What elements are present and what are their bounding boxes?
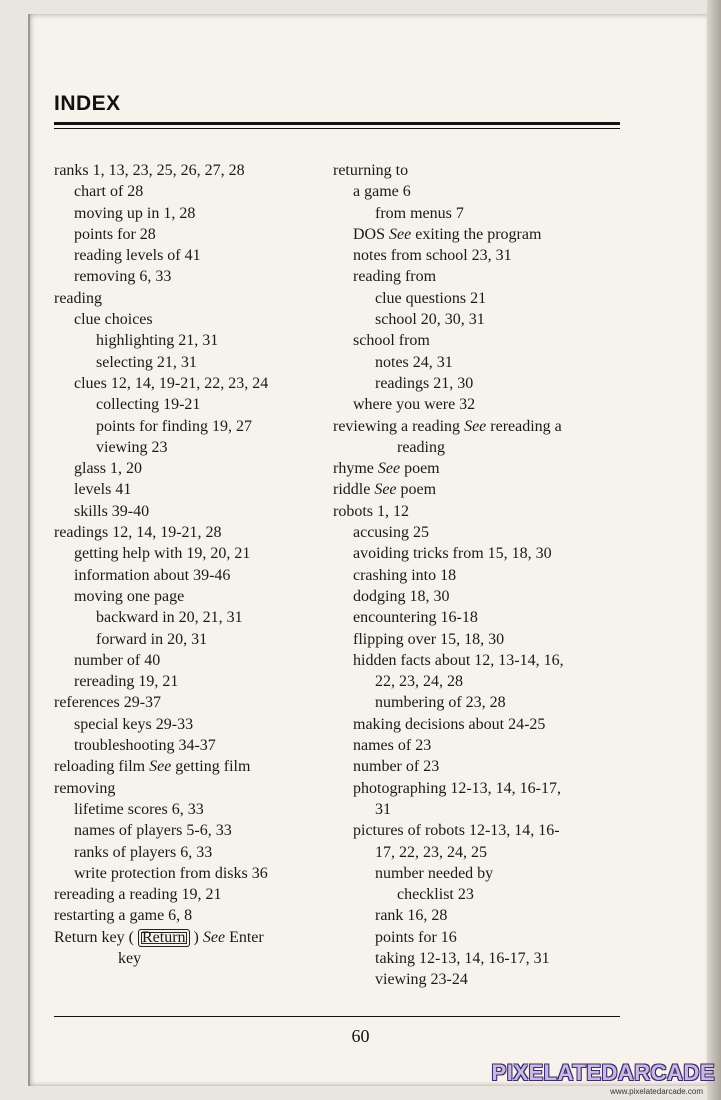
- entry-text: pictures of robots 12-13, 14, 16-: [353, 822, 560, 840]
- index-entry: [54, 714, 344, 735]
- index-column-left: [54, 160, 344, 969]
- entry-text: flipping over 15, 18, 30: [353, 630, 505, 648]
- entry-text: chart of 28: [74, 183, 144, 201]
- index-entry: [333, 309, 633, 330]
- index-entry: [333, 266, 633, 287]
- index-entry: [333, 394, 633, 415]
- entry-text: where you were 32: [353, 396, 476, 414]
- see-reference: See: [202, 928, 226, 946]
- index-entry: [54, 863, 344, 884]
- index-entry: [54, 799, 344, 820]
- entry-text: Enter: [225, 928, 264, 946]
- index-entry: [333, 905, 633, 926]
- index-entry: [333, 778, 633, 799]
- entry-text: points for 28: [74, 225, 156, 243]
- entry-text: crashing into 18: [353, 566, 457, 584]
- return-key-glyph: Return: [138, 929, 190, 947]
- index-entry: [333, 160, 633, 181]
- index-entry: [333, 522, 633, 543]
- see-reference: See: [377, 460, 401, 478]
- index-entry: [54, 927, 344, 948]
- entry-text: highlighting 21, 31: [96, 332, 219, 350]
- entry-text: special keys 29-33: [74, 715, 194, 733]
- entry-text: readings 12, 14, 19-21, 28: [54, 524, 222, 542]
- entry-text: backward in 20, 21, 31: [96, 609, 243, 627]
- entry-text: number of 40: [74, 651, 161, 669]
- entry-text: rereading 19, 21: [74, 673, 179, 691]
- watermark-url: www.pixelatedarcade.com: [610, 1087, 703, 1096]
- index-entry: [333, 884, 633, 905]
- entry-text: reading levels of 41: [74, 247, 201, 265]
- index-entry: [333, 692, 633, 713]
- entry-text: exiting the program: [411, 225, 542, 243]
- entry-text: names of 23: [353, 737, 432, 755]
- index-entry: [54, 671, 344, 692]
- entry-text: a game 6: [353, 183, 411, 201]
- entry-text: information about 39-46: [74, 566, 231, 584]
- entry-text: clue choices: [74, 311, 153, 329]
- entry-text: reloading film: [54, 758, 150, 776]
- entry-text: references 29-37: [54, 694, 162, 712]
- index-entry: [333, 543, 633, 564]
- entry-text: making decisions about 24-25: [353, 715, 546, 733]
- index-entry: [54, 160, 344, 181]
- entry-text: number needed by: [375, 864, 494, 882]
- index-entry: [54, 820, 344, 841]
- see-reference: See: [464, 417, 487, 435]
- entry-text: from menus 7: [375, 204, 464, 222]
- index-entry: [54, 181, 344, 202]
- title-rule-thin: [54, 128, 620, 129]
- index-entry: [54, 394, 344, 415]
- entry-text: riddle: [333, 481, 375, 499]
- entry-text: clues 12, 14, 19-21, 22, 23, 24: [74, 374, 269, 392]
- entry-text: clue questions 21: [375, 289, 487, 307]
- index-entry: [54, 650, 344, 671]
- index-entry: [333, 714, 633, 735]
- index-entry: [54, 543, 344, 564]
- index-entry: [333, 565, 633, 586]
- index-entry: [333, 607, 633, 628]
- index-entry: [54, 437, 344, 458]
- entry-text: names of players 5-6, 33: [74, 822, 232, 840]
- index-entry: [54, 629, 344, 650]
- entry-text: levels 41: [74, 481, 132, 499]
- index-entry: [54, 373, 344, 394]
- entry-text: removing: [54, 779, 116, 797]
- index-column-right: [333, 160, 633, 991]
- index-entry: [54, 501, 344, 522]
- entry-text: rereading a: [486, 417, 562, 435]
- entry-text: reviewing a reading: [333, 417, 465, 435]
- entry-text: checklist 23: [397, 886, 474, 904]
- entry-text: viewing 23-24: [375, 971, 468, 989]
- index-entry: [54, 565, 344, 586]
- index-entry: [54, 288, 344, 309]
- entry-text: 17, 22, 23, 24, 25: [375, 843, 487, 861]
- index-entry: [333, 969, 633, 990]
- index-entry: [54, 266, 344, 287]
- entry-text: notes from school 23, 31: [353, 247, 512, 265]
- entry-text: points for finding 19, 27: [96, 417, 252, 435]
- entry-text: rhyme: [333, 460, 378, 478]
- entry-text: collecting 19-21: [96, 396, 201, 414]
- index-entry: [54, 756, 344, 777]
- entry-text: number of 23: [353, 758, 440, 776]
- index-entry: [333, 863, 633, 884]
- index-entry: [333, 245, 633, 266]
- entry-text: notes 24, 31: [375, 353, 453, 371]
- entry-text: troubleshooting 34-37: [74, 737, 216, 755]
- index-entry: [333, 479, 633, 500]
- index-entry: [54, 224, 344, 245]
- index-entry: [333, 799, 633, 820]
- entry-text: 31: [375, 800, 391, 818]
- entry-text: school from: [353, 332, 430, 350]
- index-entry: [54, 330, 344, 351]
- entry-text: getting film: [171, 758, 251, 776]
- index-entry: [54, 245, 344, 266]
- entry-text: key: [118, 949, 142, 967]
- entry-text: ): [189, 928, 203, 946]
- index-entry: [54, 905, 344, 926]
- index-entry: [333, 352, 633, 373]
- index-entry: [333, 586, 633, 607]
- entry-text: restarting a game 6, 8: [54, 907, 193, 925]
- index-entry: [54, 778, 344, 799]
- index-entry: [54, 458, 344, 479]
- index-entry: [333, 650, 633, 671]
- index-entry: [54, 522, 344, 543]
- entry-text: ranks 1, 13, 23, 25, 26, 27, 28: [54, 162, 245, 179]
- entry-text: viewing 23: [96, 438, 168, 456]
- index-entry: [54, 586, 344, 607]
- index-entry: [54, 607, 344, 628]
- entry-text: taking 12-13, 14, 16-17, 31: [375, 949, 550, 967]
- entry-text: numbering of 23, 28: [375, 694, 506, 712]
- index-entry: [333, 927, 633, 948]
- page-title: INDEX: [54, 92, 121, 115]
- index-entry: [333, 224, 633, 245]
- entry-text: rank 16, 28: [375, 907, 448, 925]
- entry-text: removing 6, 33: [74, 268, 172, 286]
- index-entry: [333, 181, 633, 202]
- entry-text: selecting 21, 31: [96, 353, 197, 371]
- entry-text: write protection from disks 36: [74, 864, 268, 882]
- entry-text: avoiding tricks from 15, 18, 30: [353, 545, 552, 563]
- entry-text: photographing 12-13, 14, 16-17,: [353, 779, 561, 797]
- entry-text: glass 1, 20: [74, 460, 142, 478]
- entry-text: moving up in 1, 28: [74, 204, 196, 222]
- index-entry: [54, 479, 344, 500]
- entry-text: points for 16: [375, 928, 457, 946]
- index-entry: [333, 330, 633, 351]
- index-entry: [54, 203, 344, 224]
- entry-text: 22, 23, 24, 28: [375, 673, 463, 691]
- index-entry: [333, 373, 633, 394]
- title-rule-thick: [54, 122, 620, 125]
- entry-text: ranks of players 6, 33: [74, 843, 213, 861]
- entry-text: rereading a reading 19, 21: [54, 886, 222, 904]
- page-number: 60: [351, 1026, 370, 1046]
- index-entry: [333, 671, 633, 692]
- index-entry: [54, 884, 344, 905]
- index-entry: [54, 948, 344, 969]
- entry-text: school 20, 30, 31: [375, 311, 485, 329]
- entry-text: lifetime scores 6, 33: [74, 800, 204, 818]
- see-reference: See: [374, 481, 397, 499]
- index-entry: [333, 437, 633, 458]
- watermark-logo: PIXELATEDARCADE: [491, 1060, 715, 1085]
- entry-text: reading: [54, 289, 102, 307]
- entry-text: poem: [400, 460, 440, 478]
- index-entry: [333, 458, 633, 479]
- index-entry: [333, 629, 633, 650]
- index-entry: [333, 203, 633, 224]
- index-entry: [333, 735, 633, 756]
- index-entry: [333, 501, 633, 522]
- entry-text: Return key (: [54, 928, 138, 946]
- entry-text: forward in 20, 31: [96, 630, 208, 648]
- index-entry: [54, 842, 344, 863]
- entry-text: reading from: [353, 268, 437, 286]
- index-entry: [54, 416, 344, 437]
- book-binding: [707, 0, 721, 1100]
- index-entry: [333, 756, 633, 777]
- index-entry: [333, 416, 633, 437]
- entry-text: moving one page: [74, 587, 185, 605]
- entry-text: encountering 16-18: [353, 609, 478, 627]
- footer-rule: [54, 1016, 620, 1017]
- index-entry: [333, 820, 633, 841]
- entry-text: robots 1, 12: [333, 502, 409, 520]
- index-entry: [333, 948, 633, 969]
- index-entry: [333, 842, 633, 863]
- index-entry: [54, 352, 344, 373]
- entry-text: skills 39-40: [74, 502, 150, 520]
- index-entry: [54, 735, 344, 756]
- index-entry: [54, 309, 344, 330]
- entry-text: getting help with 19, 20, 21: [74, 545, 251, 563]
- see-reference: See: [389, 225, 412, 243]
- entry-text: returning to: [333, 162, 409, 179]
- index-entry: [333, 288, 633, 309]
- see-reference: See: [149, 758, 172, 776]
- entry-text: poem: [396, 481, 437, 499]
- entry-text: readings 21, 30: [375, 374, 474, 392]
- entry-text: dodging 18, 30: [353, 587, 450, 605]
- entry-text: hidden facts about 12, 13-14, 16,: [353, 651, 564, 669]
- entry-text: reading: [397, 438, 445, 456]
- entry-text: accusing 25: [353, 524, 429, 542]
- entry-text: DOS: [353, 225, 390, 243]
- index-entry: [54, 692, 344, 713]
